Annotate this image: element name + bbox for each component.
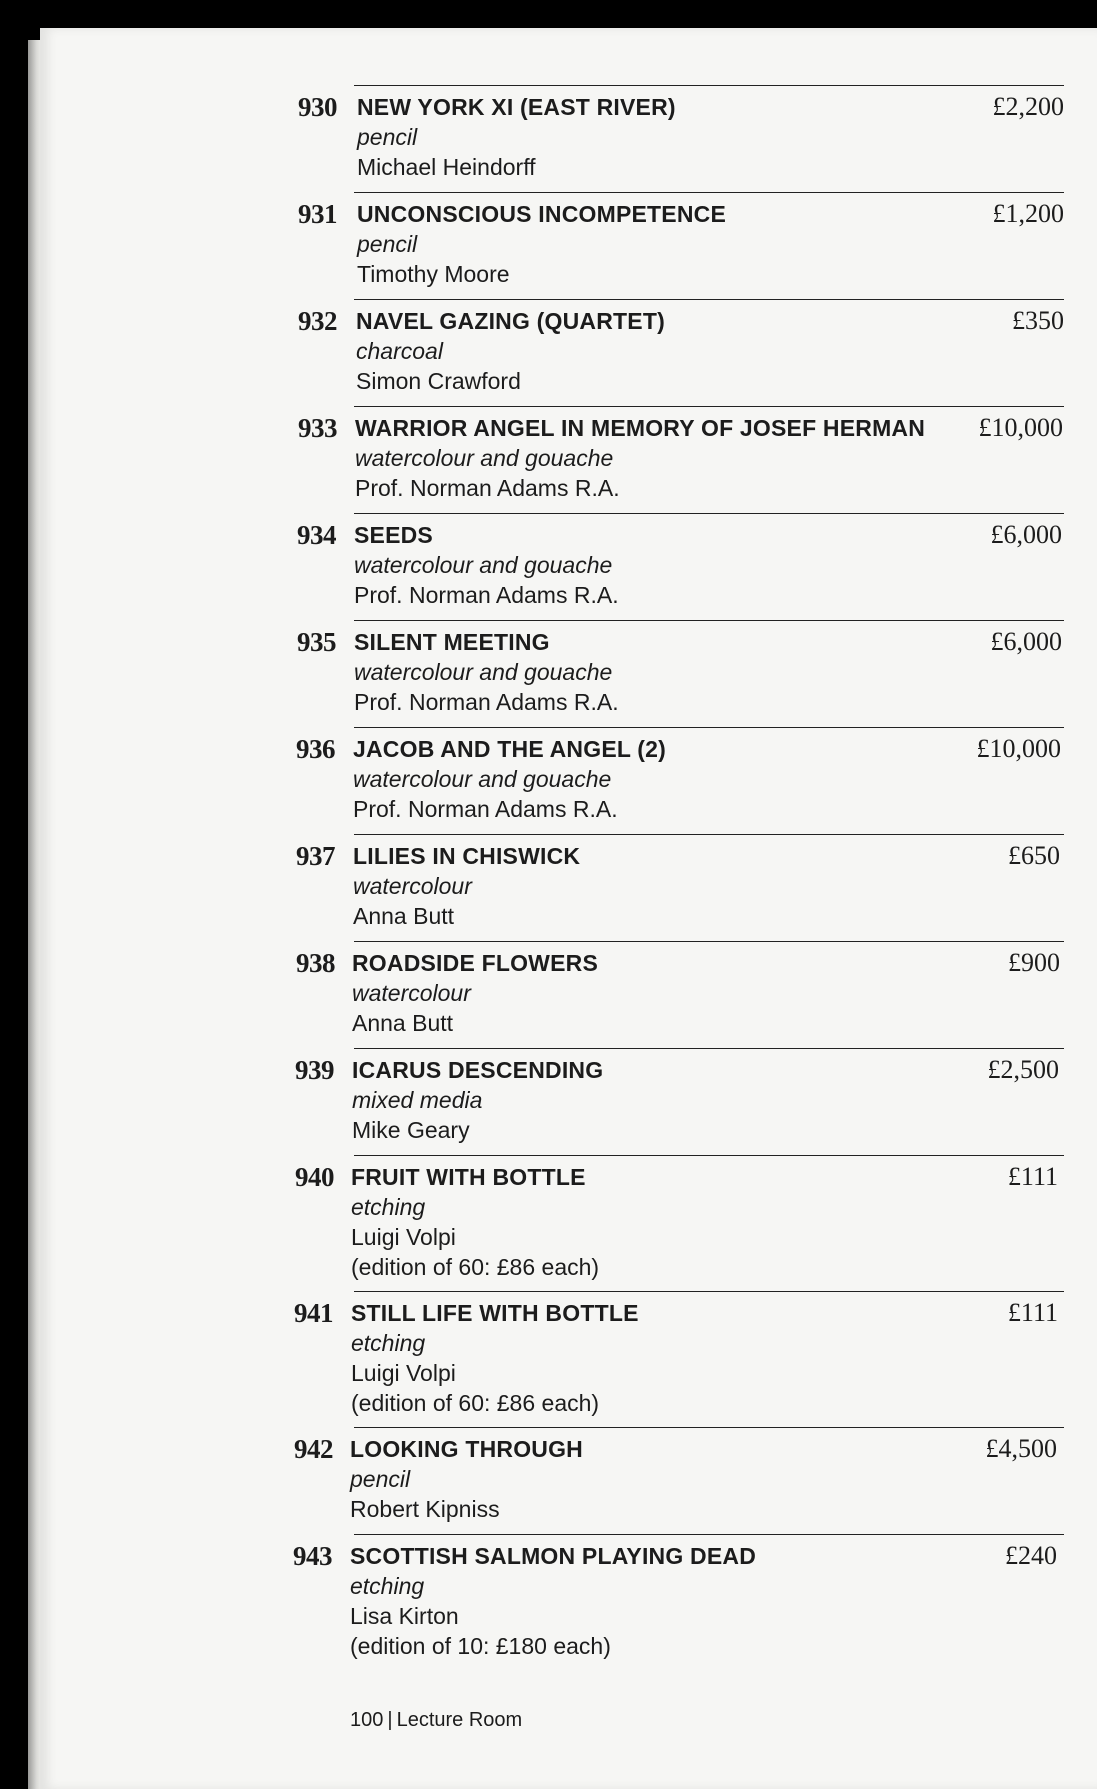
lot-medium: charcoal bbox=[356, 338, 443, 364]
lot-price: £6,000 bbox=[990, 520, 1062, 549]
divider bbox=[354, 1048, 1064, 1049]
lot-price: £10,000 bbox=[978, 413, 1063, 442]
lot-title: SILENT MEETING bbox=[354, 629, 550, 655]
lot-number: 935 bbox=[297, 627, 336, 657]
lot-artist: Simon Crawford bbox=[356, 368, 521, 394]
divider bbox=[354, 406, 1064, 407]
lot-price: £350 bbox=[1012, 306, 1064, 335]
lot-number: 938 bbox=[296, 948, 335, 978]
lot-medium: watercolour bbox=[353, 873, 472, 899]
catalogue-page bbox=[40, 28, 1097, 1789]
lot-title: NEW YORK XI (EAST RIVER) bbox=[357, 94, 676, 120]
lot-price: £1,200 bbox=[992, 199, 1064, 228]
lot-artist: Prof. Norman Adams R.A. bbox=[354, 689, 619, 715]
footer-separator: | bbox=[387, 1709, 393, 1731]
lot-medium: watercolour bbox=[352, 980, 471, 1006]
page-footer bbox=[350, 1708, 522, 1732]
lot-price: £2,500 bbox=[987, 1055, 1059, 1084]
lot-title: UNCONSCIOUS INCOMPETENCE bbox=[357, 201, 726, 227]
section-name: Lecture Room bbox=[396, 1709, 523, 1731]
lot-number: 939 bbox=[295, 1055, 334, 1085]
lot-number: 937 bbox=[296, 841, 335, 871]
lot-artist: Lisa Kirton bbox=[350, 1603, 459, 1629]
lot-artist: Prof. Norman Adams R.A. bbox=[355, 475, 620, 501]
divider bbox=[354, 299, 1064, 300]
lot-number: 934 bbox=[297, 520, 336, 550]
lot-artist: Robert Kipniss bbox=[350, 1496, 500, 1522]
lot-number: 941 bbox=[294, 1298, 333, 1328]
divider bbox=[354, 1155, 1064, 1156]
lot-number: 933 bbox=[298, 413, 337, 443]
lot-artist: Timothy Moore bbox=[357, 261, 510, 287]
lot-artist: Prof. Norman Adams R.A. bbox=[353, 796, 618, 822]
lot-number: 943 bbox=[293, 1541, 332, 1571]
lot-artist: Michael Heindorff bbox=[357, 154, 536, 180]
lot-medium: watercolour and gouache bbox=[354, 659, 613, 685]
lot-medium: etching bbox=[351, 1194, 426, 1220]
lot-edition: (edition of 60: £86 each) bbox=[351, 1390, 600, 1416]
lot-number: 942 bbox=[294, 1434, 333, 1464]
lot-price: £6,000 bbox=[990, 627, 1062, 656]
lot-medium: pencil bbox=[357, 124, 418, 150]
lot-artist: Prof. Norman Adams R.A. bbox=[354, 582, 619, 608]
divider bbox=[354, 513, 1064, 514]
lot-number: 932 bbox=[298, 306, 337, 336]
lot-title: WARRIOR ANGEL IN MEMORY OF JOSEF HERMAN bbox=[355, 415, 926, 441]
divider bbox=[354, 941, 1064, 942]
lot-price: £10,000 bbox=[976, 734, 1061, 763]
lot-medium: pencil bbox=[357, 231, 418, 257]
lot-title: FRUIT WITH BOTTLE bbox=[351, 1164, 586, 1190]
lot-title: SEEDS bbox=[354, 522, 433, 548]
divider bbox=[354, 727, 1064, 728]
lot-artist: Anna Butt bbox=[353, 903, 455, 929]
divider bbox=[354, 1427, 1064, 1428]
lot-price: £4,500 bbox=[985, 1434, 1057, 1463]
lot-artist: Anna Butt bbox=[352, 1010, 454, 1036]
divider bbox=[354, 620, 1064, 621]
lot-price: £240 bbox=[1005, 1541, 1057, 1570]
lot-price: £2,200 bbox=[992, 92, 1064, 121]
lot-title: LILIES IN CHISWICK bbox=[353, 843, 581, 869]
lot-edition: (edition of 60: £86 each) bbox=[351, 1254, 600, 1280]
lot-number: 930 bbox=[298, 92, 337, 122]
lot-title: ICARUS DESCENDING bbox=[352, 1057, 604, 1083]
divider bbox=[354, 1534, 1064, 1535]
lot-title: NAVEL GAZING (QUARTET) bbox=[356, 308, 665, 334]
lot-medium: etching bbox=[350, 1573, 425, 1599]
lot-title: LOOKING THROUGH bbox=[350, 1436, 583, 1462]
lot-price: £111 bbox=[1007, 1162, 1058, 1191]
lot-title: STILL LIFE WITH BOTTLE bbox=[351, 1300, 639, 1326]
divider bbox=[354, 1291, 1064, 1292]
lot-artist: Mike Geary bbox=[352, 1117, 470, 1143]
lot-artist: Luigi Volpi bbox=[351, 1224, 456, 1250]
lot-medium: watercolour and gouache bbox=[354, 552, 613, 578]
lot-price: £650 bbox=[1008, 841, 1060, 870]
divider bbox=[354, 85, 1064, 86]
lot-price: £111 bbox=[1007, 1298, 1058, 1327]
lot-artist: Luigi Volpi bbox=[351, 1360, 456, 1386]
lot-number: 936 bbox=[296, 734, 335, 764]
lot-medium: watercolour and gouache bbox=[353, 766, 612, 792]
page-number: 100 bbox=[350, 1709, 384, 1731]
lot-number: 940 bbox=[295, 1162, 334, 1192]
lot-medium: watercolour and gouache bbox=[355, 445, 614, 471]
lot-title: SCOTTISH SALMON PLAYING DEAD bbox=[350, 1543, 756, 1569]
lot-title: JACOB AND THE ANGEL (2) bbox=[353, 736, 666, 762]
lot-medium: etching bbox=[351, 1330, 426, 1356]
lot-edition: (edition of 10: £180 each) bbox=[350, 1633, 611, 1659]
lot-medium: mixed media bbox=[352, 1087, 483, 1113]
lot-price: £900 bbox=[1008, 948, 1060, 977]
lot-title: ROADSIDE FLOWERS bbox=[352, 950, 598, 976]
divider bbox=[354, 192, 1064, 193]
lot-medium: pencil bbox=[350, 1466, 411, 1492]
lot-number: 931 bbox=[298, 199, 337, 229]
divider bbox=[354, 834, 1064, 835]
